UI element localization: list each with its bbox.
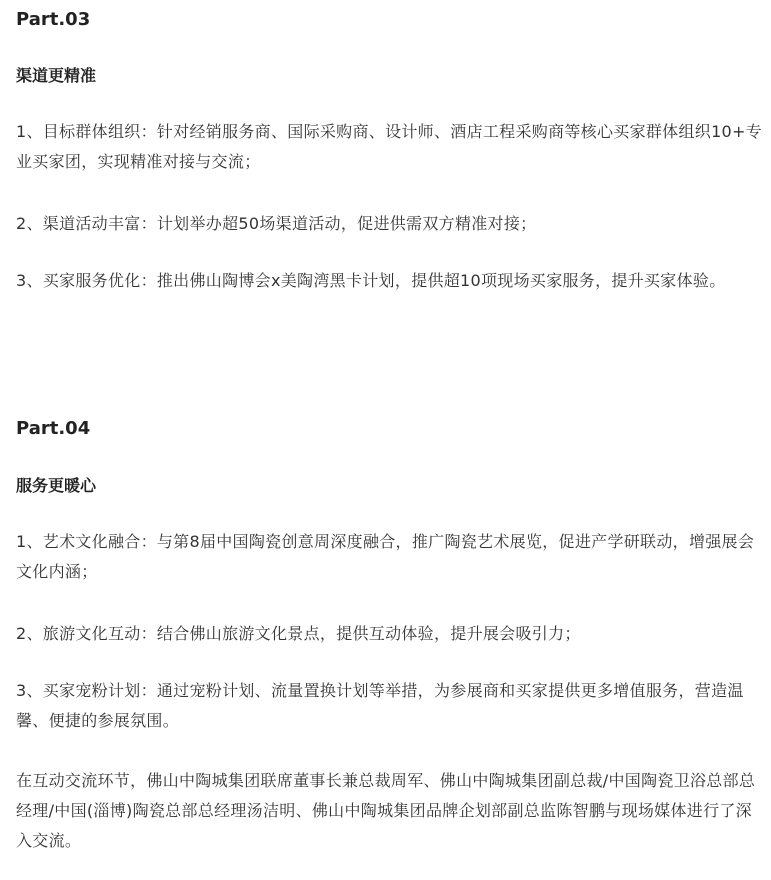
section-heading-service: 服务更暖心 <box>16 476 97 495</box>
part-04-item-3: 3、买家宠粉计划：通过宠粉计划、流量置换计划等举措，为参展商和买家提供更多增值服务，营造温馨、便捷的参展氛围。 <box>16 681 744 730</box>
part-03-item-1: 1、目标群体组织：针对经销服务商、国际采购商、设计师、酒店工程采购商等核心买家群体组织10+专业买家团，实现精准对接与交流； <box>16 122 763 171</box>
closing-paragraph: 在互动交流环节，佛山中陶城集团联席董事长兼总裁周军、佛山中陶城集团副总裁/中国陶瓷卫浴总部总经理/中国(淄博)陶瓷总部总经理汤洁明、佛山中陶城集团品牌企划部副总监陈智鹏与现场媒体进行了深入交流。 <box>16 771 756 850</box>
part-03-label: Part.03 <box>16 9 91 30</box>
part-04-item-2: 2、旅游文化互动：结合佛山旅游文化景点，提供互动体验，提升展会吸引力； <box>16 624 581 643</box>
part-03-item-3: 3、买家服务优化：推出佛山陶博会x美陶湾黑卡计划，提供超10项现场买家服务，提升买家体验。 <box>16 271 726 290</box>
part-03-item-2: 2、渠道活动丰富：计划举办超50场渠道活动，促进供需双方精准对接； <box>16 214 537 233</box>
part-04-item-1: 1、艺术文化融合：与第8届中国陶瓷创意周深度融合，推广陶瓷艺术展览，促进产学研联动，增强展会文化内涵； <box>16 532 755 581</box>
part-04-label: Part.04 <box>16 418 91 439</box>
section-heading-channels: 渠道更精准 <box>16 66 97 85</box>
